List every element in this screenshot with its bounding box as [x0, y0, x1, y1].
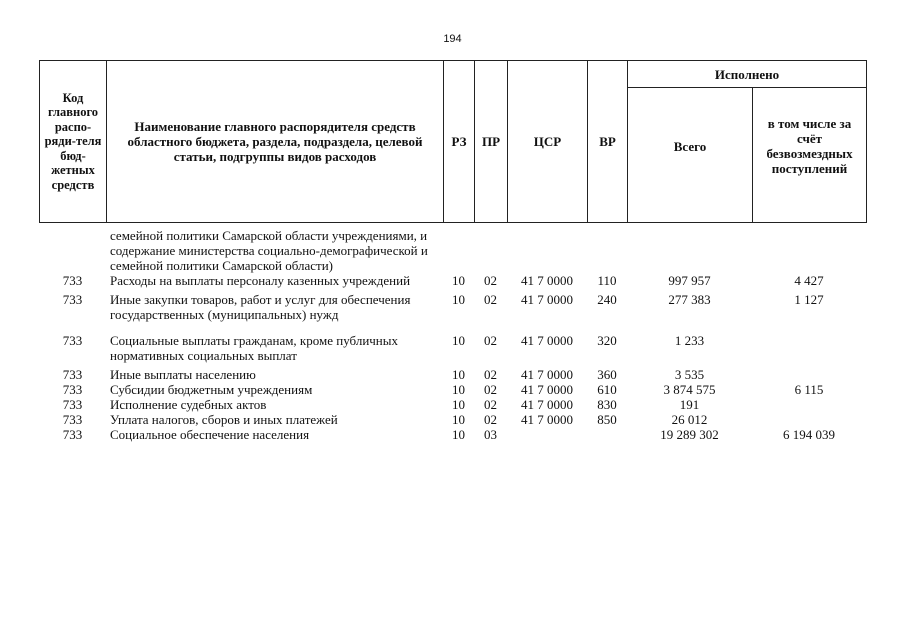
- row-name: Иные закупки товаров, работ и услуг для обеспечения государственных (муниципальных) нужд: [110, 292, 411, 322]
- row-free: [752, 397, 866, 412]
- row-free: [752, 412, 866, 427]
- table-row: [39, 292, 866, 333]
- row-rz: 10: [452, 412, 465, 427]
- row-code: 733: [62, 397, 83, 412]
- row-pr: 02: [484, 382, 497, 397]
- row-pr: 02: [484, 273, 497, 288]
- row-rz: 10: [452, 292, 465, 307]
- row-name: Иные выплаты населению: [110, 367, 256, 382]
- row-code: 733: [62, 292, 83, 307]
- row-pr: 02: [484, 412, 497, 427]
- table-header: [39, 60, 866, 223]
- row-rz: 10: [452, 427, 465, 442]
- row-csr: 41 7 0000: [521, 292, 573, 307]
- row-vr: 360: [597, 367, 617, 382]
- row-name: Социальные выплаты гражданам, кроме публичных нормативных социальных выплат: [110, 333, 398, 363]
- row-rz: 10: [452, 333, 465, 348]
- row-pr: 03: [484, 427, 497, 442]
- row-pr: 02: [484, 397, 497, 412]
- continuation-text: семейной политики Самарской области учреждениями, и содержание министерства социально-демографической и семейной политики Самарской области): [110, 228, 428, 273]
- row-pr: 02: [484, 292, 497, 307]
- row-rz: 10: [452, 382, 465, 397]
- header-name: Наименование главного распорядителя средств областного бюджета, раздела, подраздела, целевой статьи, подгруппы видов расходов: [107, 61, 444, 223]
- row-code: 733: [62, 273, 83, 288]
- row-total: 3 874 575: [663, 382, 716, 397]
- table-row: [39, 273, 866, 292]
- row-total: 997 957: [668, 273, 711, 288]
- row-vr: 610: [597, 382, 617, 397]
- row-vr: 110: [597, 273, 617, 288]
- table-row: [39, 427, 866, 442]
- table-row: [39, 412, 866, 427]
- row-csr: 41 7 0000: [521, 412, 573, 427]
- row-pr: 02: [484, 367, 497, 382]
- row-vr: 240: [597, 292, 617, 307]
- row-code: 733: [62, 412, 83, 427]
- row-code: 733: [62, 333, 83, 348]
- row-name: Расходы на выплаты персоналу казенных учреждений: [110, 273, 411, 288]
- row-csr: 41 7 0000: [521, 367, 573, 382]
- table-row: [39, 333, 866, 367]
- table-row: [39, 382, 866, 397]
- row-name: Исполнение судебных актов: [110, 397, 267, 412]
- page-number: 194: [443, 33, 462, 45]
- row-rz: 10: [452, 397, 465, 412]
- row-code: 733: [62, 427, 83, 442]
- table-row: [39, 367, 866, 382]
- row-total: 3 535: [674, 367, 705, 382]
- row-total: 277 383: [668, 292, 711, 307]
- header-code: Код главного распо-ряди-теля бюд-жетных средств: [40, 61, 107, 223]
- row-free: 6 194 039: [783, 427, 835, 442]
- row-free: 6 115: [794, 382, 824, 397]
- row-free: 4 427: [794, 273, 824, 288]
- row-rz: 10: [452, 367, 465, 382]
- row-name: Социальное обеспечение населения: [110, 427, 310, 442]
- row-total: 19 289 302: [660, 427, 719, 442]
- row-vr: [587, 427, 627, 442]
- header-vr: ВР: [588, 61, 628, 223]
- header-executed: Исполнено: [628, 61, 867, 88]
- row-vr: 320: [597, 333, 617, 348]
- row-free: [752, 333, 866, 367]
- row-free: 1 127: [794, 292, 824, 307]
- table-row: [39, 397, 866, 412]
- row-name: Уплата налогов, сборов и иных платежей: [110, 412, 338, 427]
- row-total: 1 233: [674, 333, 705, 348]
- header-total: Всего: [628, 88, 753, 223]
- header-csr: ЦСР: [508, 61, 588, 223]
- row-code: 733: [62, 382, 83, 397]
- row-total: 191: [679, 397, 700, 412]
- row-csr: 41 7 0000: [521, 397, 573, 412]
- row-csr: 41 7 0000: [521, 333, 573, 348]
- header-pr: ПР: [475, 61, 508, 223]
- table-body: [39, 228, 866, 442]
- row-csr: 41 7 0000: [521, 382, 573, 397]
- row-free: [752, 367, 866, 382]
- row-pr: 02: [484, 333, 497, 348]
- row-csr: 41 7 0000: [521, 273, 573, 288]
- row-code: 733: [62, 367, 83, 382]
- row-rz: 10: [452, 273, 465, 288]
- row-csr: [507, 427, 587, 442]
- row-total: 26 012: [671, 412, 708, 427]
- row-vr: 850: [597, 412, 617, 427]
- row-name: Субсидии бюджетным учреждениям: [110, 382, 313, 397]
- continuation-row: [39, 228, 866, 273]
- header-free: в том числе за счёт безвозмездных поступлений: [753, 88, 867, 223]
- header-rz: РЗ: [444, 61, 475, 223]
- row-vr: 830: [597, 397, 617, 412]
